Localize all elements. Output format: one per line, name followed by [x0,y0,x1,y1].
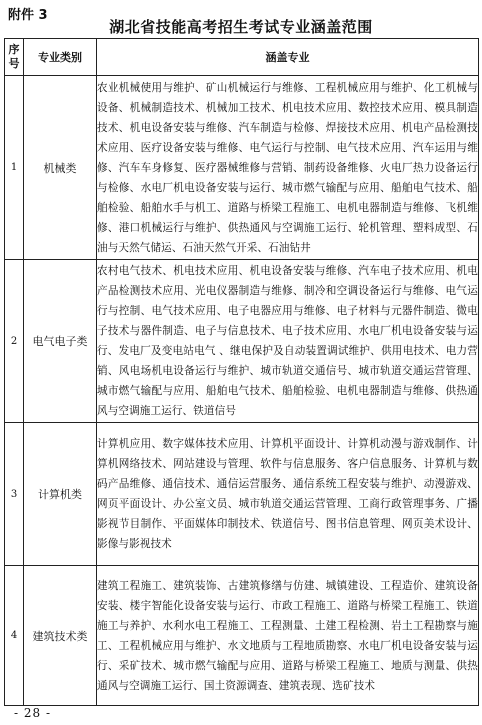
page-number: - 28 - [14,706,52,720]
row-category: 计算机类 [24,423,97,566]
attachment-label: 附件 3 [8,8,48,23]
row-coverage: 农村电气技术、机电技术应用、机电设备安装与维修、汽车电子技术应用、机电产品检测技术应用、光电仪器制造与维修、制冷和空调设备运行与维修、电气运行与控制、电气技术应用、电子电器应用与维修、电子材料与元器件制造、微电子技术与器件制造、电子与信息技术、电子技术应用、水电厂机电设备安装与运行、发电厂及变电站电气 、继电保护及自动装置调试维护、供用电技术、电力营销、风电场机电设备运行与维护、城市轨道交通信号、城市轨道交通运营管理、城市燃气输配与应用、船舶电气技术、船舶检验、电机电器制造与维修、供热通风与空调施工运行、铁道信号 [97,260,479,423]
header-number-bottom: 号 [8,57,20,70]
row-category: 机械类 [24,76,97,260]
table-row [5,76,479,260]
row-number: 1 [5,76,24,260]
table-row [5,566,479,706]
header-category: 专业类别 [24,39,97,76]
table-row [5,260,479,423]
page-title: 湖北省技能高考招生考试专业涵盖范围 [109,18,373,36]
row-coverage: 建筑工程施工、建筑装饰、古建筑修缮与仿建、城镇建设、工程造价、建筑设备安装、楼宇智能化设备安装与运行、市政工程施工、道路与桥梁工程施工、铁道施工与养护、水利水电工程施工、工程测量、土建工程检测、岩土工程勘察与施工、工程机械应用与维护、水文地质与工程地质勘察、水电厂机电设备安装与运行、采矿技术、城市燃气输配与应用、道路与桥梁工程施工、地质与测量、供热通风与空调施工运行、国土资源调查、建筑表现、选矿技术 [97,566,479,706]
row-number: 4 [5,566,24,706]
header-number [5,39,24,76]
row-category: 电气电子类 [24,260,97,423]
table-header-row [5,39,479,76]
header-number-top: 序 [8,43,20,56]
coverage-table [4,38,479,706]
row-coverage: 农业机械使用与维护、矿山机械运行与维修、工程机械应用与维护、化工机械与设备、机械制造技术、机械加工技术、机电技术应用、数控技术应用、模具制造技术、机电设备安装与维修、汽车制造与检修、焊接技术应用、机电产品检测技术应用、医疗设备安装与维修、电气运行与控制、电气技术应用、汽车运用与维修、汽车车身修复、医疗器械维修与营销、制药设备维修、火电厂热力设备运行与检修、水电厂机电设备安装与运行、城市燃气输配与应用、船舶电气技术、船舶检验、船舶水手与机工、道路与桥梁工程施工、电机电器制造与维修、飞机维修、港口机械运行与维护、供热通风与空调施工运行、轮机管理、塑料成型、石油与天然气储运、石油天然气开采、石油钻井 [97,76,479,260]
row-number: 2 [5,260,24,423]
table-row [5,423,479,566]
header-coverage: 涵盖专业 [97,39,479,76]
row-number: 3 [5,423,24,566]
row-coverage: 计算机应用、数字媒体技术应用、计算机平面设计、计算机动漫与游戏制作、计算机网络技术、网站建设与管理、软件与信息服务、客户信息服务、计算机与数码产品维修、通信技术、通信运营服务、通信系统工程安装与维护、动漫游戏、网页平面设计、办公室文员、城市轨道交通运营管理、工商行政管理事务、广播影视节目制作、平面媒体印制技术、铁道信号、图书信息管理、网页美术设计、影像与影视技术 [97,423,479,566]
row-category: 建筑技术类 [24,566,97,706]
